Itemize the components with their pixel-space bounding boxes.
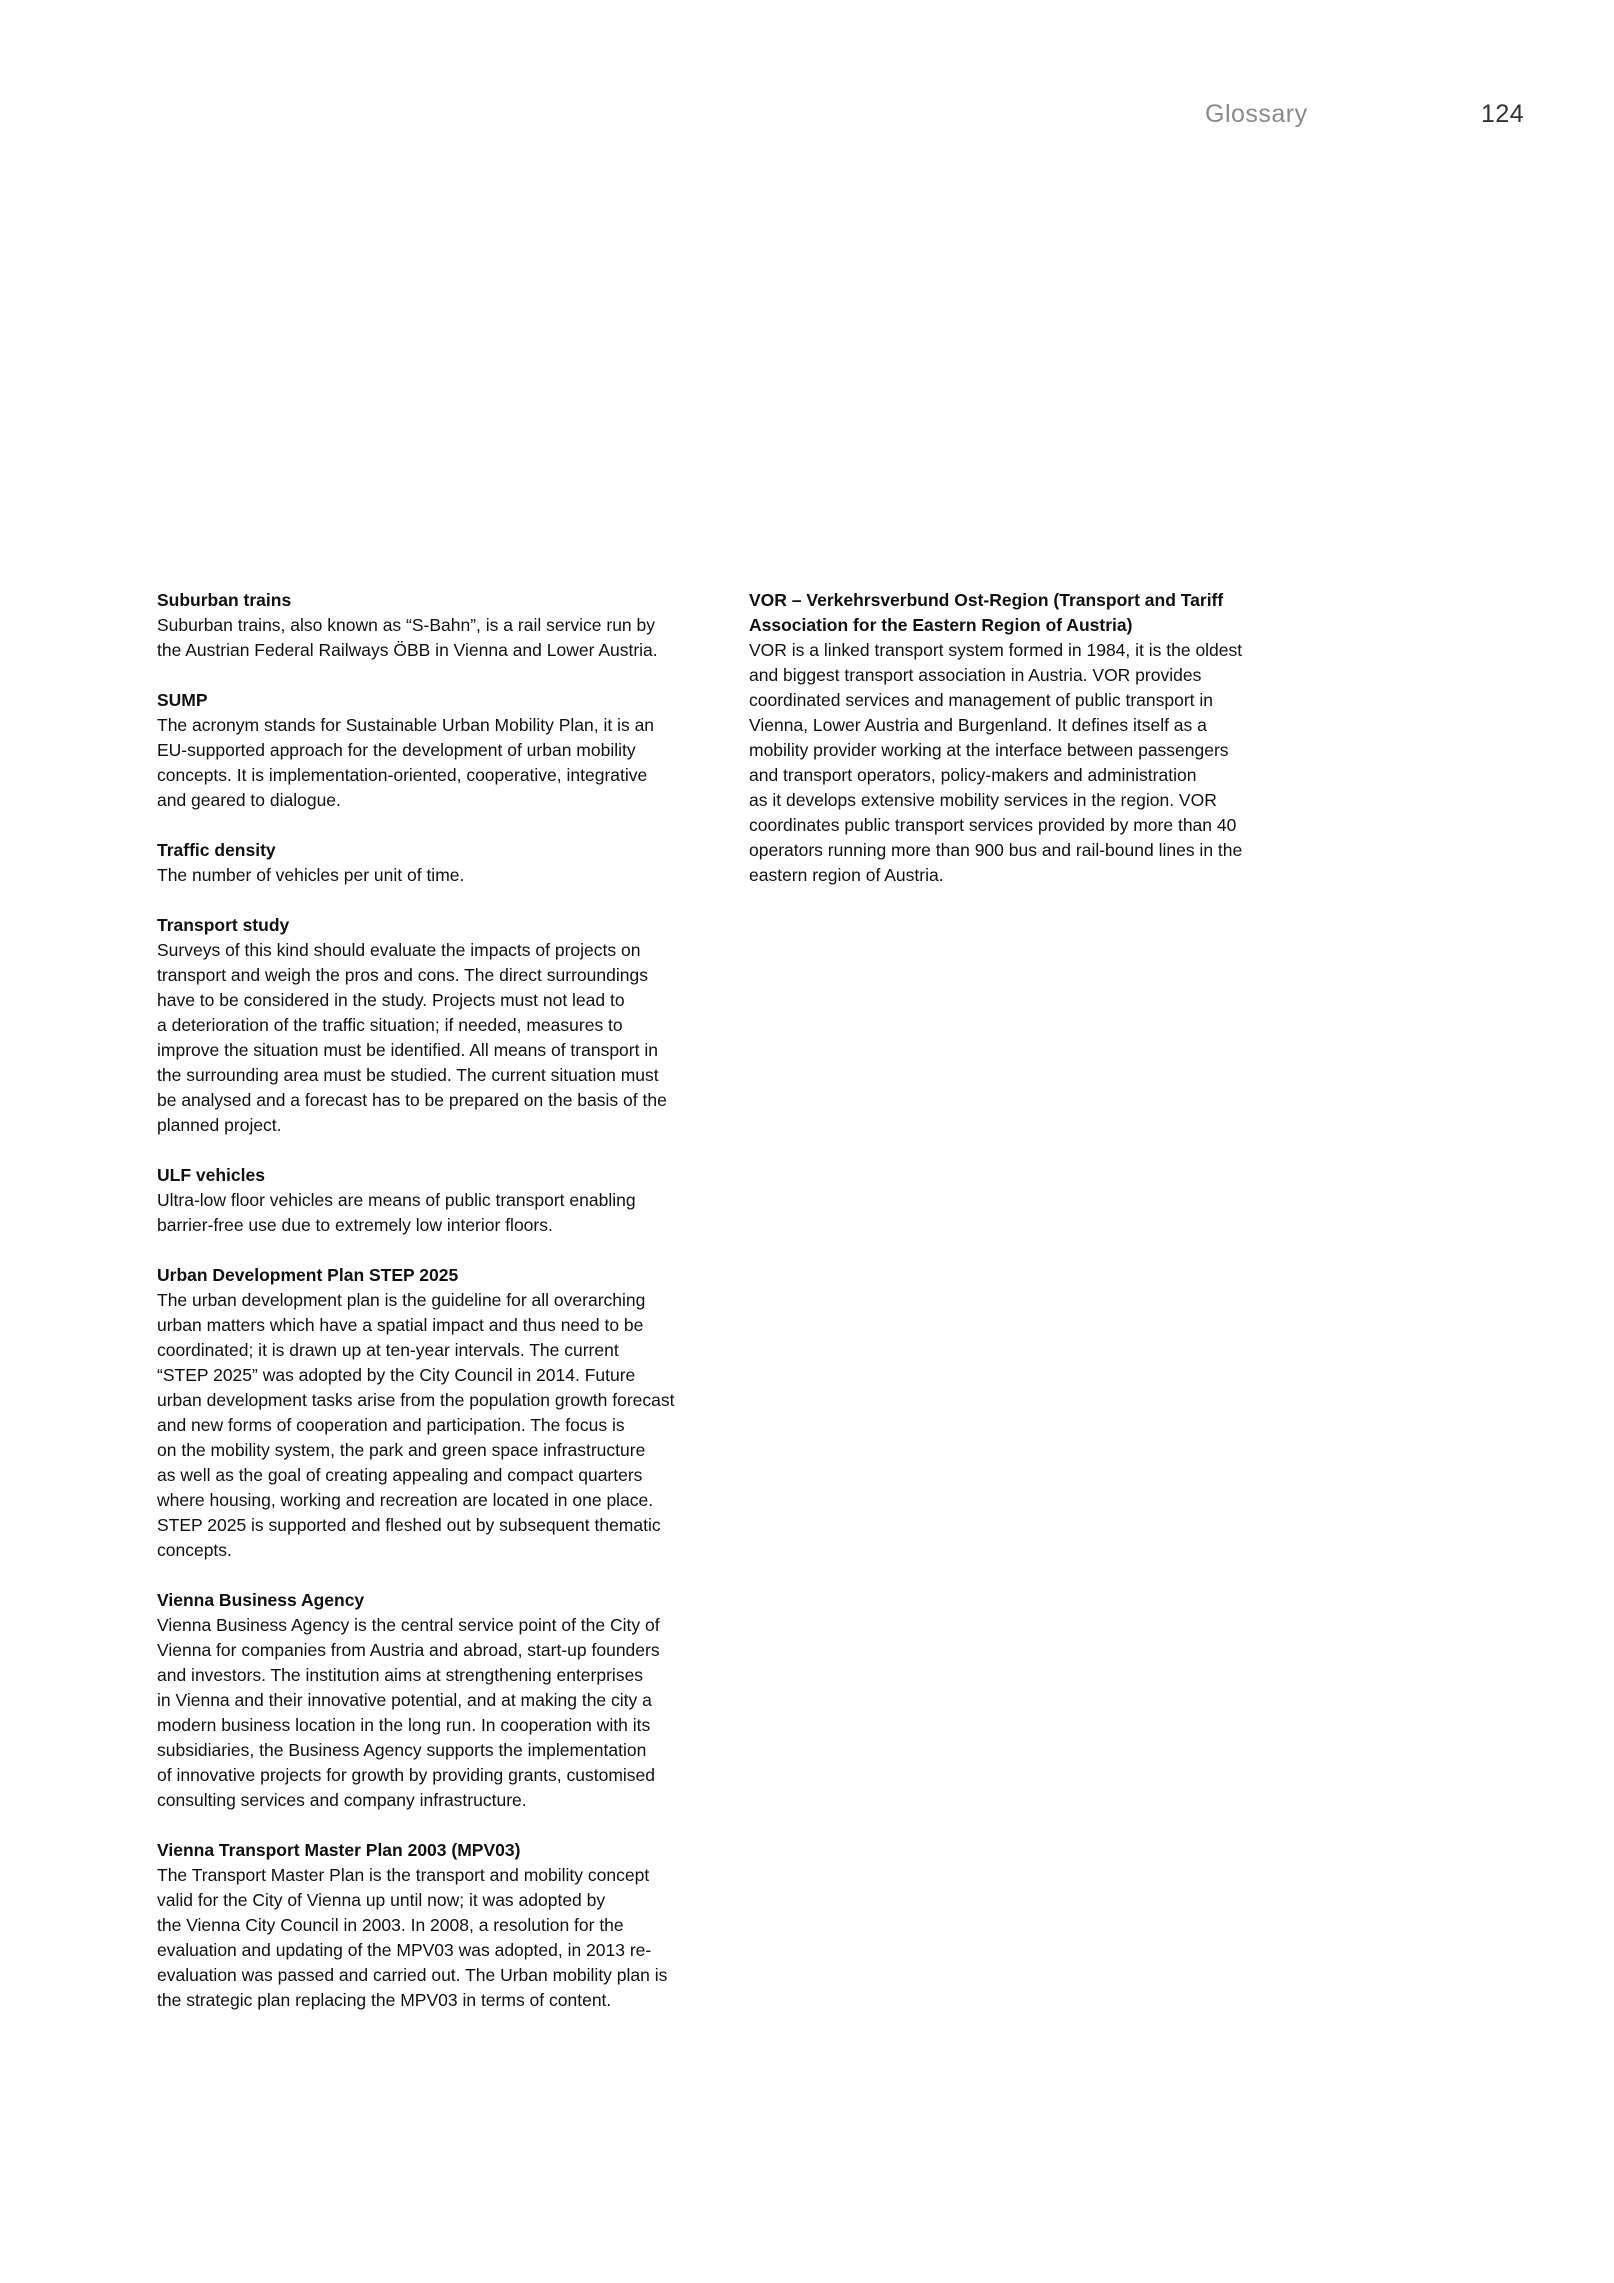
running-header [0,100,1614,140]
glossary-term: VOR – Verkehrsverbund Ost-Region (Transport and Tariff Association for the Eastern Region of Austria) [749,590,1224,635]
glossary-definition: The Transport Master Plan is the transport and mobility concept valid for the City of Vienna up until now; it was adopted by the Vienna City Council in 2003. In 2008, a resolution for the evaluation and updating of the MPV03 was adopted, in 2013 re- evaluation was passed and carried out. The Urban mobility plan is the strategic plan replacing the MPV03 in terms of content. [157,1865,668,2010]
glossary-term: ULF vehicles [157,1165,265,1185]
glossary-entry-ulf-vehicles [157,1163,717,1238]
glossary-definition: VOR is a linked transport system formed in 1984, it is the oldest and biggest transport association in Austria. VOR provides coordinated services and management of public transport in Vienna, Lower Austria and Burgenland. It defines itself as a mobility provider working at the interface between passengers and transport operators, policy-makers and administration as it develops extensive mobility services in the region. VOR coordinates public transport services provided by more than 40 operators running more than 900 bus and rail-bound lines in the eastern region of Austria. [749,640,1243,885]
glossary-entry-suburban-trains [157,588,717,663]
glossary-definition: The acronym stands for Sustainable Urban Mobility Plan, it is an EU-supported approach for the development of urban mobility concepts. It is implementation-oriented, cooperative, integrative and geared to dialogue. [157,715,655,810]
glossary-column-left [157,588,717,2038]
glossary-definition: The urban development plan is the guideline for all overarching urban matters which have a spatial impact and thus need to be coordinated; it is drawn up at ten-year intervals. The current “STEP 2025” was adopted by the City Council in 2014. Future urban development tasks arise from the population growth forecast and new forms of cooperation and participation. The focus is on the mobility system, the park and green space infrastructure as well as the goal of creating appealing and compact quarters where housing, working and recreation are located in one place. STEP 2025 is supported and fleshed out by subsequent thematic concepts. [157,1290,675,1560]
glossary-entry-step-2025 [157,1263,717,1563]
glossary-entry-mpv03 [157,1838,717,2013]
glossary-definition: Suburban trains, also known as “S-Bahn”, is a rail service run by the Austrian Federal Railways ÖBB in Vienna and Lower Austria. [157,615,658,660]
page-number: 124 [1481,100,1525,128]
glossary-term: SUMP [157,690,208,710]
glossary-entry-vienna-business-agency [157,1588,717,1813]
glossary-entry-transport-study [157,913,717,1138]
glossary-term: Transport study [157,915,290,935]
glossary-term: Vienna Transport Master Plan 2003 (MPV03) [157,1840,521,1860]
glossary-definition: Vienna Business Agency is the central service point of the City of Vienna for companies from Austria and abroad, start-up founders and investors. The institution aims at strengthening enterprises in Vienna and their innovative potential, and at making the city a modern business location in the long run. In cooperation with its subsidiaries, the Business Agency supports the implementation of innovative projects for growth by providing grants, customised consulting services and company infrastructure. [157,1615,660,1810]
glossary-definition: The number of vehicles per unit of time. [157,865,465,885]
glossary-term: Traffic density [157,840,276,860]
glossary-term: Vienna Business Agency [157,1590,365,1610]
glossary-entry-traffic-density [157,838,717,888]
glossary-term: Urban Development Plan STEP 2025 [157,1265,459,1285]
section-label: Glossary [1205,100,1308,128]
glossary-definition: Ultra-low floor vehicles are means of public transport enabling barrier-free use due to extremely low interior floors. [157,1190,636,1235]
glossary-entry-vor [749,588,1289,888]
glossary-entry-sump [157,688,717,813]
glossary-column-right [749,588,1289,913]
glossary-term: Suburban trains [157,590,292,610]
glossary-definition: Surveys of this kind should evaluate the impacts of projects on transport and weigh the pros and cons. The direct surroundings have to be considered in the study. Projects must not lead to a deterioration of the traffic situation; if needed, measures to improve the situation must be identified. All means of transport in the surrounding area must be studied. The current situation must be analysed and a forecast has to be prepared on the basis of the planned project. [157,940,667,1135]
